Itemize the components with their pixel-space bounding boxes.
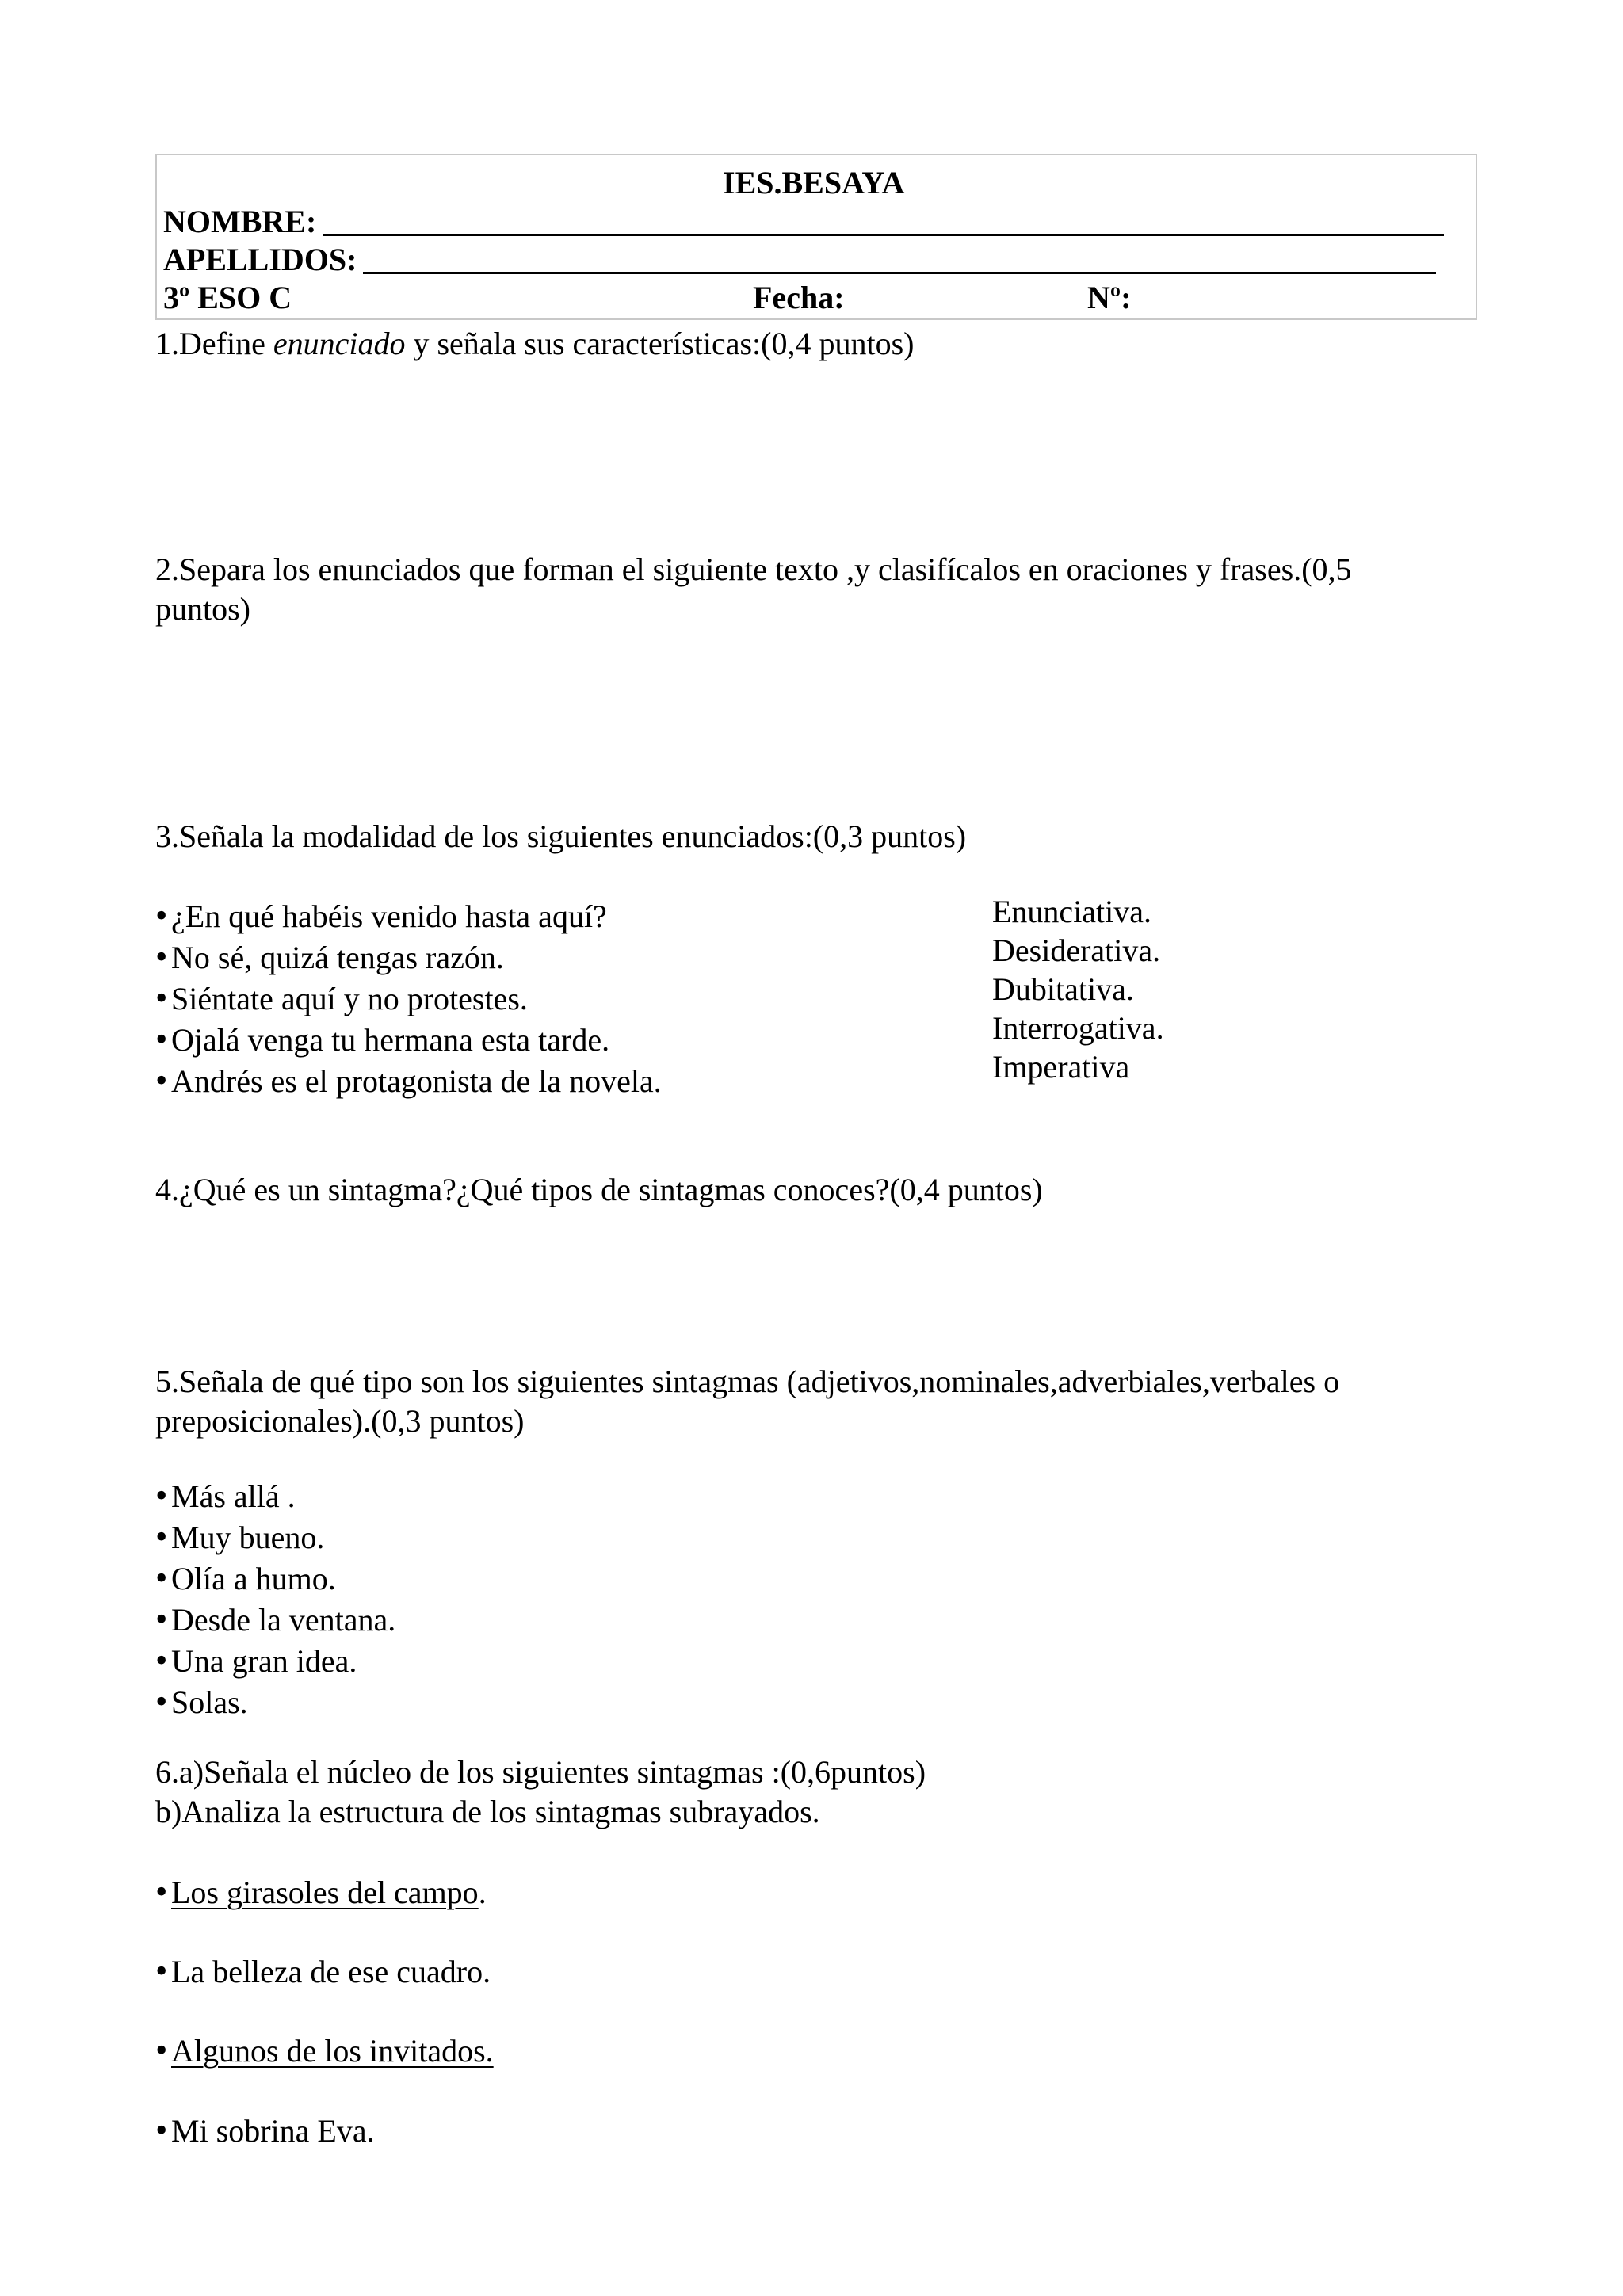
question-2: 2.Separa los enunciados que forman el siguiente texto ,y clasifícalos en oraciones y frases.(0,5 puntos): [155, 551, 1352, 627]
q3-options: [992, 892, 1164, 1086]
q3-option: Desiderativa.: [992, 933, 1161, 968]
q6-item-end: .: [478, 1875, 487, 1910]
school-name: IES.BESAYA: [723, 165, 905, 200]
q3-item: • ¿En qué habéis venido hasta aquí?: [155, 895, 662, 936]
nombre-line[interactable]: [323, 234, 1444, 236]
question-3-title: 3.Señala la modalidad de los siguientes enunciados:(0,3 puntos): [155, 818, 967, 854]
q6-item: [155, 1872, 487, 1913]
q3-option: Enunciativa.: [992, 894, 1152, 929]
q5-item: • Muy bueno.: [155, 1516, 395, 1558]
question-4: 4.¿Qué es un sintagma?¿Qué tipos de sintagmas conoces?(0,4 puntos): [155, 1172, 1043, 1207]
q3-item: • Andrés es el protagonista de la novela.: [155, 1060, 662, 1101]
q5-items: [155, 1475, 395, 1722]
question-1: [155, 324, 914, 364]
question-6b: b)Analiza la estructura de los sintagmas subrayados.: [155, 1794, 820, 1829]
q3-item: • Ojalá venga tu hermana esta tarde.: [155, 1019, 662, 1060]
apellidos-line[interactable]: [363, 272, 1436, 274]
q1-term: enunciado: [273, 326, 406, 361]
question-6a: 6.a)Señala el núcleo de los siguientes sintagmas :(0,6puntos): [155, 1754, 926, 1790]
q6-item: [155, 2031, 494, 2071]
course-label: 3º ESO C: [163, 280, 292, 315]
q3-items: [155, 895, 662, 1101]
q5-item: • Olía a humo.: [155, 1558, 395, 1599]
q5-item: • Una gran idea.: [155, 1640, 395, 1681]
q6-item: • La belleza de ese cuadro.: [155, 1951, 491, 1992]
q1-prefix: 1.Define: [155, 326, 273, 361]
q6-item-underlined: Algunos de los invitados.: [171, 2033, 494, 2069]
fecha-label: Fecha:: [753, 280, 845, 315]
nombre-label: NOMBRE:: [163, 204, 317, 239]
q3-item: • No sé, quizá tengas razón.: [155, 936, 662, 978]
q3-option: Imperativa: [992, 1049, 1130, 1085]
q5-item: • Desde la ventana.: [155, 1599, 395, 1640]
q3-option: Dubitativa.: [992, 971, 1134, 1007]
q1-suffix: y señala sus características:(0,4 puntos): [405, 326, 915, 361]
q5-item: • Solas.: [155, 1681, 395, 1722]
numero-label: Nº:: [1087, 280, 1132, 315]
q6-item: • Mi sobrina Eva.: [155, 2111, 375, 2151]
q6-item-underlined: Los girasoles del campo: [171, 1875, 479, 1910]
q5-item: • Más allá .: [155, 1475, 395, 1516]
question-5: 5.Señala de qué tipo son los siguientes sintagmas (adjetivos,nominales,adverbiales,verbales o preposicionales).(0,3 puntos): [155, 1363, 1340, 1439]
apellidos-label: APELLIDOS:: [163, 242, 357, 277]
q3-item: • Siéntate aquí y no protestes.: [155, 978, 662, 1019]
q3-option: Interrogativa.: [992, 1010, 1164, 1046]
